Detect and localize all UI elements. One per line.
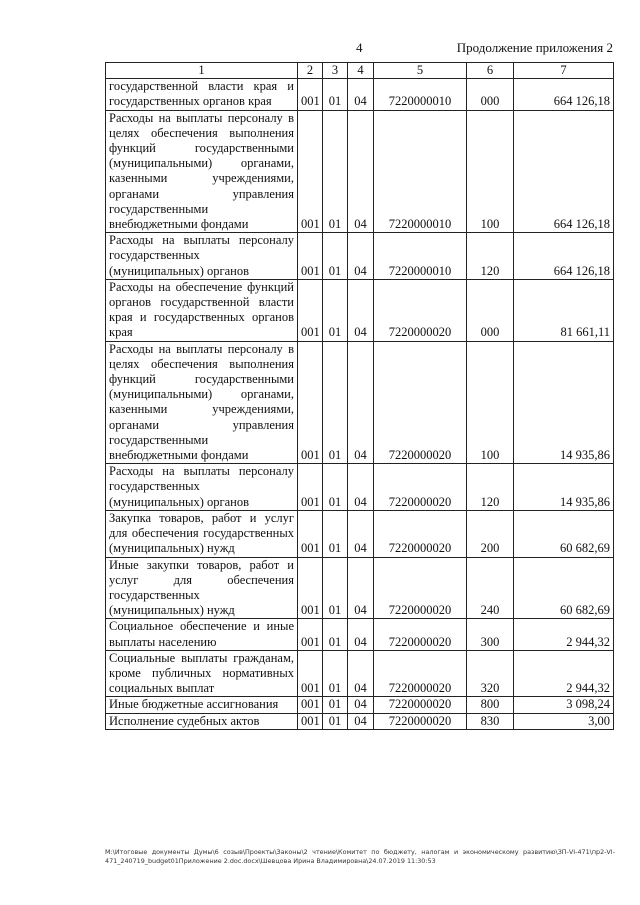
page-number: 4: [356, 40, 363, 55]
row-code-cell: 001: [298, 510, 323, 557]
row-code-cell: 100: [467, 110, 514, 233]
row-name-cell: Расходы на обеспечение функций органов государственной власти края и государственных органов края: [106, 279, 298, 341]
row-amount-cell: 60 682,69: [514, 510, 614, 557]
row-amount-cell: 81 661,11: [514, 279, 614, 341]
continued-label: Продолжение приложения 2: [456, 40, 613, 55]
row-code-cell: 7220000020: [374, 464, 467, 511]
row-name-cell: Социальные выплаты гражданам, кроме публичных нормативных социальных выплат: [106, 650, 298, 697]
row-amount-cell: 14 935,86: [514, 464, 614, 511]
row-code-cell: 01: [323, 279, 348, 341]
table-row: [106, 619, 614, 650]
row-code-cell: 01: [323, 697, 348, 713]
row-code-cell: 04: [348, 650, 374, 697]
row-code-cell: 04: [348, 341, 374, 464]
row-code-cell: 001: [298, 697, 323, 713]
row-code-cell: 7220000020: [374, 279, 467, 341]
row-amount-cell: 2 944,32: [514, 619, 614, 650]
column-header: 7: [514, 63, 614, 79]
row-code-cell: 01: [323, 464, 348, 511]
table-row: [106, 557, 614, 619]
row-code-cell: 001: [298, 557, 323, 619]
row-name-cell: Расходы на выплаты персоналу в целях обеспечения выполнения функций государственными (муниципальными) органами, казенными учреждениями, органами управления государственными внебюджетными фондами: [106, 110, 298, 233]
row-code-cell: 001: [298, 619, 323, 650]
row-name-cell: Исполнение судебных актов: [106, 713, 298, 729]
row-code-cell: 001: [298, 110, 323, 233]
column-header: 1: [106, 63, 298, 79]
row-amount-cell: 664 126,18: [514, 110, 614, 233]
row-code-cell: 01: [323, 713, 348, 729]
row-code-cell: 04: [348, 233, 374, 280]
row-code-cell: 01: [323, 79, 348, 110]
row-code-cell: 000: [467, 279, 514, 341]
column-header: 2: [298, 63, 323, 79]
row-name-cell: Расходы на выплаты персоналу в целях обеспечения выполнения функций государственными (муниципальными) органами, казенными учреждениями, органами управления государственными внебюджетными фондами: [106, 341, 298, 464]
row-amount-cell: 3 098,24: [514, 697, 614, 713]
column-header: 6: [467, 63, 514, 79]
row-code-cell: 04: [348, 697, 374, 713]
row-code-cell: 7220000020: [374, 650, 467, 697]
row-amount-cell: 14 935,86: [514, 341, 614, 464]
budget-table: [105, 62, 614, 730]
row-code-cell: 01: [323, 650, 348, 697]
row-code-cell: 04: [348, 79, 374, 110]
column-header-row: [106, 63, 614, 79]
row-code-cell: 7220000010: [374, 79, 467, 110]
row-code-cell: 120: [467, 464, 514, 511]
table-row: [106, 464, 614, 511]
row-code-cell: 830: [467, 713, 514, 729]
column-header: 5: [374, 63, 467, 79]
row-code-cell: 300: [467, 619, 514, 650]
row-code-cell: 7220000020: [374, 557, 467, 619]
row-name-cell: государственной власти края и государственных органов края: [106, 79, 298, 110]
row-code-cell: 7220000020: [374, 713, 467, 729]
row-code-cell: 01: [323, 233, 348, 280]
table-row: [106, 279, 614, 341]
row-code-cell: 04: [348, 464, 374, 511]
row-code-cell: 7220000020: [374, 619, 467, 650]
row-name-cell: Социальное обеспечение и иные выплаты населению: [106, 619, 298, 650]
row-code-cell: 7220000020: [374, 510, 467, 557]
row-code-cell: 04: [348, 110, 374, 233]
table-row: [106, 510, 614, 557]
row-code-cell: 000: [467, 79, 514, 110]
row-code-cell: 01: [323, 557, 348, 619]
table-row: [106, 233, 614, 280]
table-row: [106, 341, 614, 464]
row-code-cell: 200: [467, 510, 514, 557]
row-name-cell: Иные бюджетные ассигнования: [106, 697, 298, 713]
row-name-cell: Иные закупки товаров, работ и услуг для обеспечения государственных (муниципальных) нужд: [106, 557, 298, 619]
row-code-cell: 800: [467, 697, 514, 713]
row-code-cell: 04: [348, 279, 374, 341]
row-code-cell: 001: [298, 233, 323, 280]
row-code-cell: 7220000020: [374, 697, 467, 713]
row-code-cell: 04: [348, 713, 374, 729]
table-row: [106, 110, 614, 233]
row-code-cell: 001: [298, 341, 323, 464]
row-code-cell: 001: [298, 713, 323, 729]
row-code-cell: 001: [298, 279, 323, 341]
row-code-cell: 7220000020: [374, 341, 467, 464]
table-row: [106, 713, 614, 729]
table-row: [106, 650, 614, 697]
row-amount-cell: 664 126,18: [514, 79, 614, 110]
document-path-footer: M:\Итоговые документы Думы\6 созыв\Проекты\Законы\2 чтение\Комитет по бюджету, налогам и экономическому развитию\ЗП-VI-471\пр2-VI-471_240719_budget01Приложение 2.doc.docx\Шевцова Ирина Владимировна\24.07.2019 11:30:53: [105, 848, 615, 865]
column-header: 3: [323, 63, 348, 79]
row-code-cell: 01: [323, 110, 348, 233]
row-code-cell: 100: [467, 341, 514, 464]
column-header: 4: [348, 63, 374, 79]
table-row: [106, 697, 614, 713]
row-code-cell: 01: [323, 341, 348, 464]
row-code-cell: 320: [467, 650, 514, 697]
row-code-cell: 04: [348, 557, 374, 619]
row-name-cell: Закупка товаров, работ и услуг для обеспечения государственных (муниципальных) нужд: [106, 510, 298, 557]
row-code-cell: 001: [298, 79, 323, 110]
row-name-cell: Расходы на выплаты персоналу государственных (муниципальных) органов: [106, 464, 298, 511]
row-amount-cell: 3,00: [514, 713, 614, 729]
table-row: [106, 79, 614, 110]
row-code-cell: 120: [467, 233, 514, 280]
row-code-cell: 7220000010: [374, 233, 467, 280]
row-code-cell: 04: [348, 619, 374, 650]
row-name-cell: Расходы на выплаты персоналу государственных (муниципальных) органов: [106, 233, 298, 280]
row-code-cell: 01: [323, 510, 348, 557]
row-code-cell: 001: [298, 650, 323, 697]
row-amount-cell: 2 944,32: [514, 650, 614, 697]
row-amount-cell: 60 682,69: [514, 557, 614, 619]
row-code-cell: 240: [467, 557, 514, 619]
row-code-cell: 7220000010: [374, 110, 467, 233]
row-code-cell: 01: [323, 619, 348, 650]
row-amount-cell: 664 126,18: [514, 233, 614, 280]
row-code-cell: 04: [348, 510, 374, 557]
row-code-cell: 001: [298, 464, 323, 511]
